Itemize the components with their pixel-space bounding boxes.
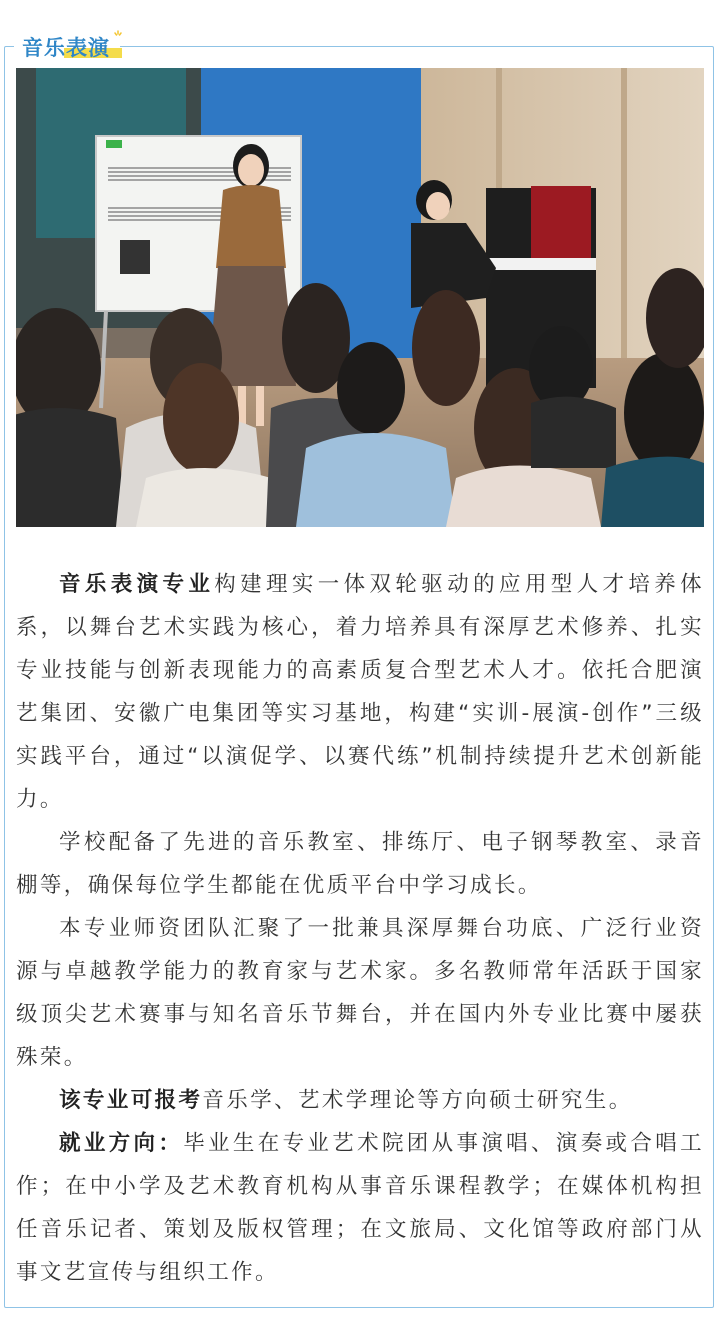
paragraph-facilities [16, 821, 704, 907]
paragraph-faculty [16, 907, 704, 1079]
photo-illustration [16, 68, 704, 527]
classroom-photo [16, 68, 704, 527]
paragraph-graduate [16, 1079, 704, 1122]
career-text: 毕业生在专业艺术院团从事演唱、演奏或合唱工作；在中小学及艺术教育机构从事音乐课程教学；在媒体机构担任音乐记者、策划及版权管理；在文旅局、文化馆等政府部门从事文艺宣传与组织工作。 [16, 1131, 704, 1285]
major-name: 音乐表演专业 [59, 572, 215, 597]
article-body [16, 563, 704, 1294]
sparkle-icon [112, 30, 124, 42]
faculty-text: 本专业师资团队汇聚了一批兼具深厚舞台功底、广泛行业资源与卓越教学能力的教育家与艺术家。多名教师常年活跃于国家级顶尖艺术赛事与知名音乐节舞台，并在国内外专业比赛中屡获殊荣。 [16, 916, 704, 1070]
graduate-text: 音乐学、艺术学理论等方向硕士研究生。 [202, 1088, 633, 1113]
section-title: 音乐表演 [22, 36, 110, 60]
paragraph-career [16, 1122, 704, 1294]
facilities-text: 学校配备了先进的音乐教室、排练厅、电子钢琴教室、录音棚等，确保每位学生都能在优质平台中学习成长。 [16, 830, 704, 898]
section-title-box [14, 30, 120, 64]
paragraph-intro [16, 563, 704, 821]
career-label: 就业方向： [59, 1131, 184, 1156]
intro-text: 构建理实一体双轮驱动的应用型人才培养体系，以舞台艺术实践为核心，着力培养具有深厚艺术修养、扎实专业技能与创新表现能力的高素质复合型艺术人才。依托合肥演艺集团、安徽广电集团等实习基地，构建“实训-展演-创作”三级实践平台，通过“以演促学、以赛代练”机制持续提升艺术创新能力。 [16, 572, 704, 812]
graduate-label: 该专业可报考 [59, 1088, 203, 1113]
